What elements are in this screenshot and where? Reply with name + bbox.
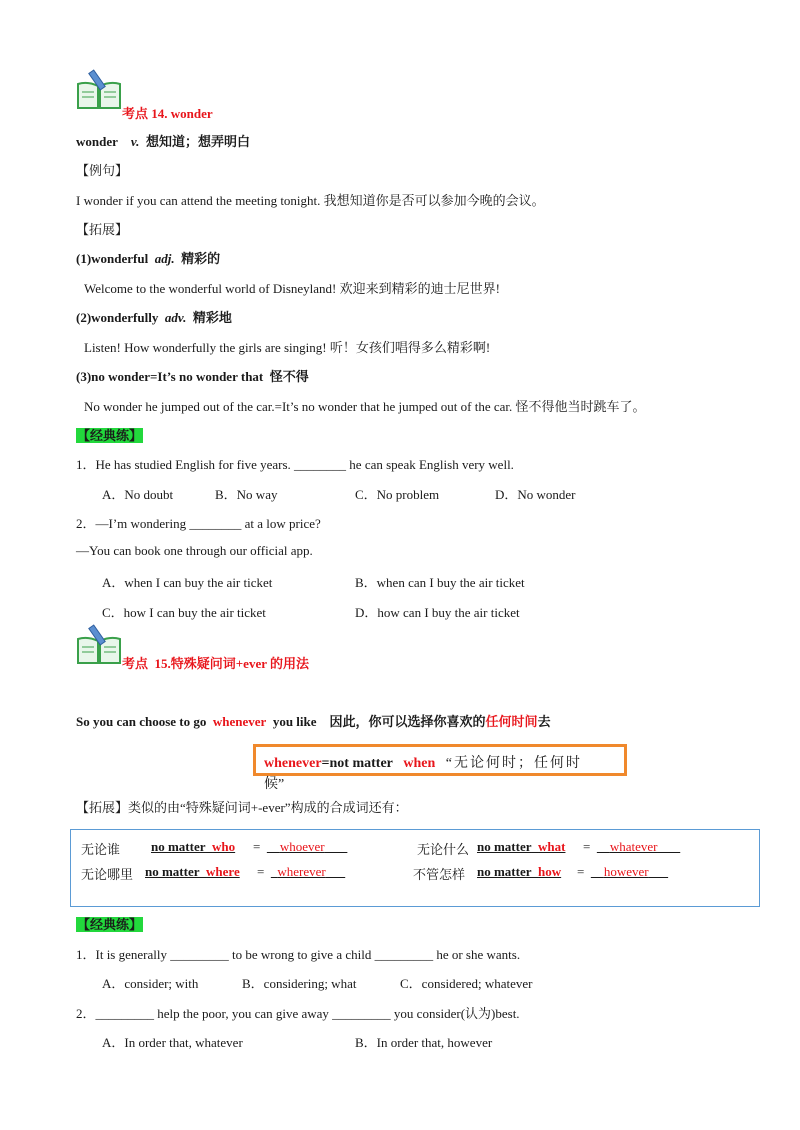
q15-1-option-c[interactable]: C．considered; whatever bbox=[400, 976, 533, 991]
extend-label: 【拓展】 bbox=[76, 222, 129, 237]
question-2-reply: —You can book one through our official app. bbox=[76, 543, 313, 558]
book-pencil-icon bbox=[76, 627, 122, 665]
question-2: 2．—I’m wondering ________ at a low price? bbox=[76, 516, 321, 531]
extension-2-title: (2)wonderfully adv. 精彩地 bbox=[76, 310, 232, 325]
ever-words-table bbox=[70, 829, 760, 907]
table-phrase: no matter who bbox=[151, 839, 236, 854]
example-sentence-15: So you can choose to go whenever you like 因此，你可以选择你喜欢的任何时间去 bbox=[76, 714, 551, 729]
q1-option-a[interactable]: A．No doubt bbox=[102, 487, 174, 502]
q15-2-option-b[interactable]: B．In order that, however bbox=[355, 1035, 493, 1050]
extension-3-example: No wonder he jumped out of the car.=It’s no wonder that he jumped out of the car. 怪不得他当时跳车了。 bbox=[84, 399, 646, 414]
table-phrase: no matter what bbox=[477, 839, 566, 854]
definition-line: wonder v. 想知道；想弄明白 bbox=[76, 134, 250, 149]
table-answer: = whoever bbox=[253, 839, 325, 854]
table-answer: = wherever bbox=[257, 864, 326, 879]
extension-1-example: Welcome to the wonderful world of Disneyland! 欢迎来到精彩的迪士尼世界! bbox=[84, 281, 500, 296]
q2-option-a[interactable]: A．when I can buy the air ticket bbox=[102, 575, 273, 590]
q15-2-option-a[interactable]: A．In order that, whatever bbox=[102, 1035, 243, 1050]
table-row: 无论什么 bbox=[417, 842, 470, 857]
extend-label-15: 【拓展】类似的由“特殊疑问词+-ever”构成的合成词还有： bbox=[76, 800, 408, 815]
table-row: 不管怎样 bbox=[413, 867, 466, 882]
book-pencil-icon bbox=[76, 72, 122, 110]
q15-1-option-b[interactable]: B．considering; what bbox=[242, 976, 357, 991]
table-answer: = whatever bbox=[583, 839, 658, 854]
q1-option-c[interactable]: C．No problem bbox=[355, 487, 440, 502]
extension-3-title: (3)no wonder=It’s no wonder that 怪不得 bbox=[76, 369, 309, 384]
table-row: 无论哪里 bbox=[81, 867, 134, 882]
question-1: 1．He has studied English for five years. ________ he can speak English very well. bbox=[76, 457, 514, 472]
q2-option-d[interactable]: D．how can I buy the air ticket bbox=[355, 605, 520, 620]
section-14-heading: 考点 14. wonder bbox=[122, 106, 213, 121]
question-15-2: 2．_________ help the poor, you can give away _________ you consider(认为)best. bbox=[76, 1006, 520, 1021]
extension-1-title: (1)wonderful adj. 精彩的 bbox=[76, 251, 221, 266]
extension-2-example: Listen! How wonderfully the girls are singing! 听！女孩们唱得多么精彩啊! bbox=[84, 340, 491, 355]
example-sentence: I wonder if you can attend the meeting tonight. 我想知道你是否可以参加今晚的会议。 bbox=[76, 193, 545, 208]
q1-option-b[interactable]: B．No way bbox=[215, 487, 278, 502]
q1-option-d[interactable]: D．No wonder bbox=[495, 487, 576, 502]
example-label: 【例句】 bbox=[76, 163, 129, 178]
table-phrase: no matter where bbox=[145, 864, 240, 879]
question-15-1: 1．It is generally _________ to be wrong to give a child _________ he or she wants. bbox=[76, 947, 521, 962]
section-15-heading: 考点 15.特殊疑问词+ever 的用法 bbox=[122, 656, 309, 671]
practice-label: 【经典练】 bbox=[77, 428, 143, 443]
practice-label-15: 【经典练】 bbox=[77, 917, 143, 932]
q2-option-c[interactable]: C．how I can buy the air ticket bbox=[102, 605, 266, 620]
table-phrase: no matter how bbox=[477, 864, 562, 879]
key-rule-box: whenever=not matter when “无论何时；任何时 候” bbox=[253, 744, 627, 776]
q2-option-b[interactable]: B．when can I buy the air ticket bbox=[355, 575, 525, 590]
table-answer: = however bbox=[577, 864, 649, 879]
table-row: 无论谁 bbox=[81, 842, 121, 857]
q15-1-option-a[interactable]: A．consider; with bbox=[102, 976, 199, 991]
